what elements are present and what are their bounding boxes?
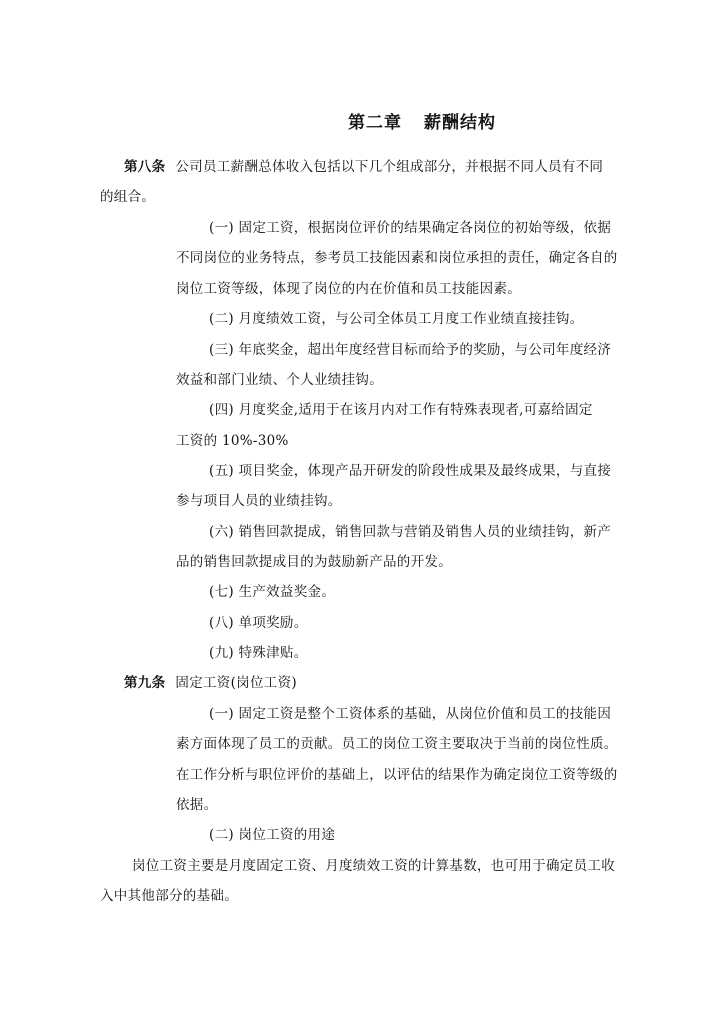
a9-item-1-line-4: 依据。: [176, 797, 218, 813]
chapter-name: 薪酬结构: [424, 113, 496, 133]
item-3-line-1: (三) 年底奖金，超出年度经营目标而给予的奖励，与公司年度经济: [209, 342, 612, 358]
item-2-line-1: (二) 月度绩效工资，与公司全体员工月度工作业绩直接挂钩。: [209, 311, 584, 327]
chapter-title: [348, 108, 496, 133]
a9-item-1-line-1: (一) 固定工资是整个工资体系的基础，从岗位价值和员工的技能因: [209, 706, 612, 722]
a9-item-1-line-2: 素方面体现了员工的贡献。员工的岗位工资主要取决于当前的岗位性质。: [176, 736, 618, 752]
chapter-number: 第二章: [348, 113, 402, 133]
item-8-line-1: (八) 单项奖励。: [209, 615, 308, 631]
a9-item-2-line-1: (二) 岗位工资的用途: [209, 827, 336, 843]
item-7-line-1: (七) 生产效益奖金。: [209, 584, 336, 600]
item-6-line-1: (六) 销售回款提成，销售回款与营销及销售人员的业绩挂钩，新产: [209, 524, 612, 540]
article-9-label: 第九条: [124, 675, 166, 691]
article-9-heading: 第九条 固定工资(岗位工资): [124, 675, 297, 691]
item-1-line-1: (一) 固定工资，根据岗位评价的结果确定各岗位的初始等级，依据: [209, 220, 612, 236]
item-5-line-1: (五) 项目奖金，体现产品开研发的阶段性成果及最终成果，与直接: [209, 463, 612, 479]
item-6-line-2: 品的销售回款提成目的为鼓励新产品的开发。: [176, 554, 452, 570]
item-9-line-1: (九) 特殊津贴。: [209, 645, 308, 661]
item-4-line-1: (四) 月度奖金,适用于在该月内对工作有特殊表现者,可嘉给固定: [209, 402, 593, 418]
item-5-line-2: 参与项目人员的业绩挂钩。: [176, 493, 342, 509]
item-3-line-2: 效益和部门业绩、个人业绩挂钩。: [176, 372, 383, 388]
a9-item-1-line-3: 在工作分析与职位评价的基础上，以评估的结果作为确定岗位工资等级的: [176, 767, 618, 783]
article-8-label: 第八条: [124, 159, 166, 175]
item-1-line-3: 岗位工资等级，体现了岗位的内在价值和员工技能因素。: [176, 281, 521, 297]
article-8-intro: 第八条 公司员工薪酬总体收入包括以下几个组成部分，并根据不同人员有不同: [124, 159, 604, 175]
a9-paragraph-line-1: 岗位工资主要是月度固定工资、月度绩效工资的计算基数，也可用于确定员工收: [132, 858, 615, 874]
a9-paragraph-line-2: 入中其他部分的基础。: [100, 888, 238, 904]
item-4-line-2: 工资的 10%-30%: [176, 433, 289, 449]
item-1-line-2: 不同岗位的业务特点，参考员工技能因素和岗位承担的责任，确定各自的: [176, 250, 618, 266]
article-8-intro-cont: 的组合。: [100, 189, 156, 205]
